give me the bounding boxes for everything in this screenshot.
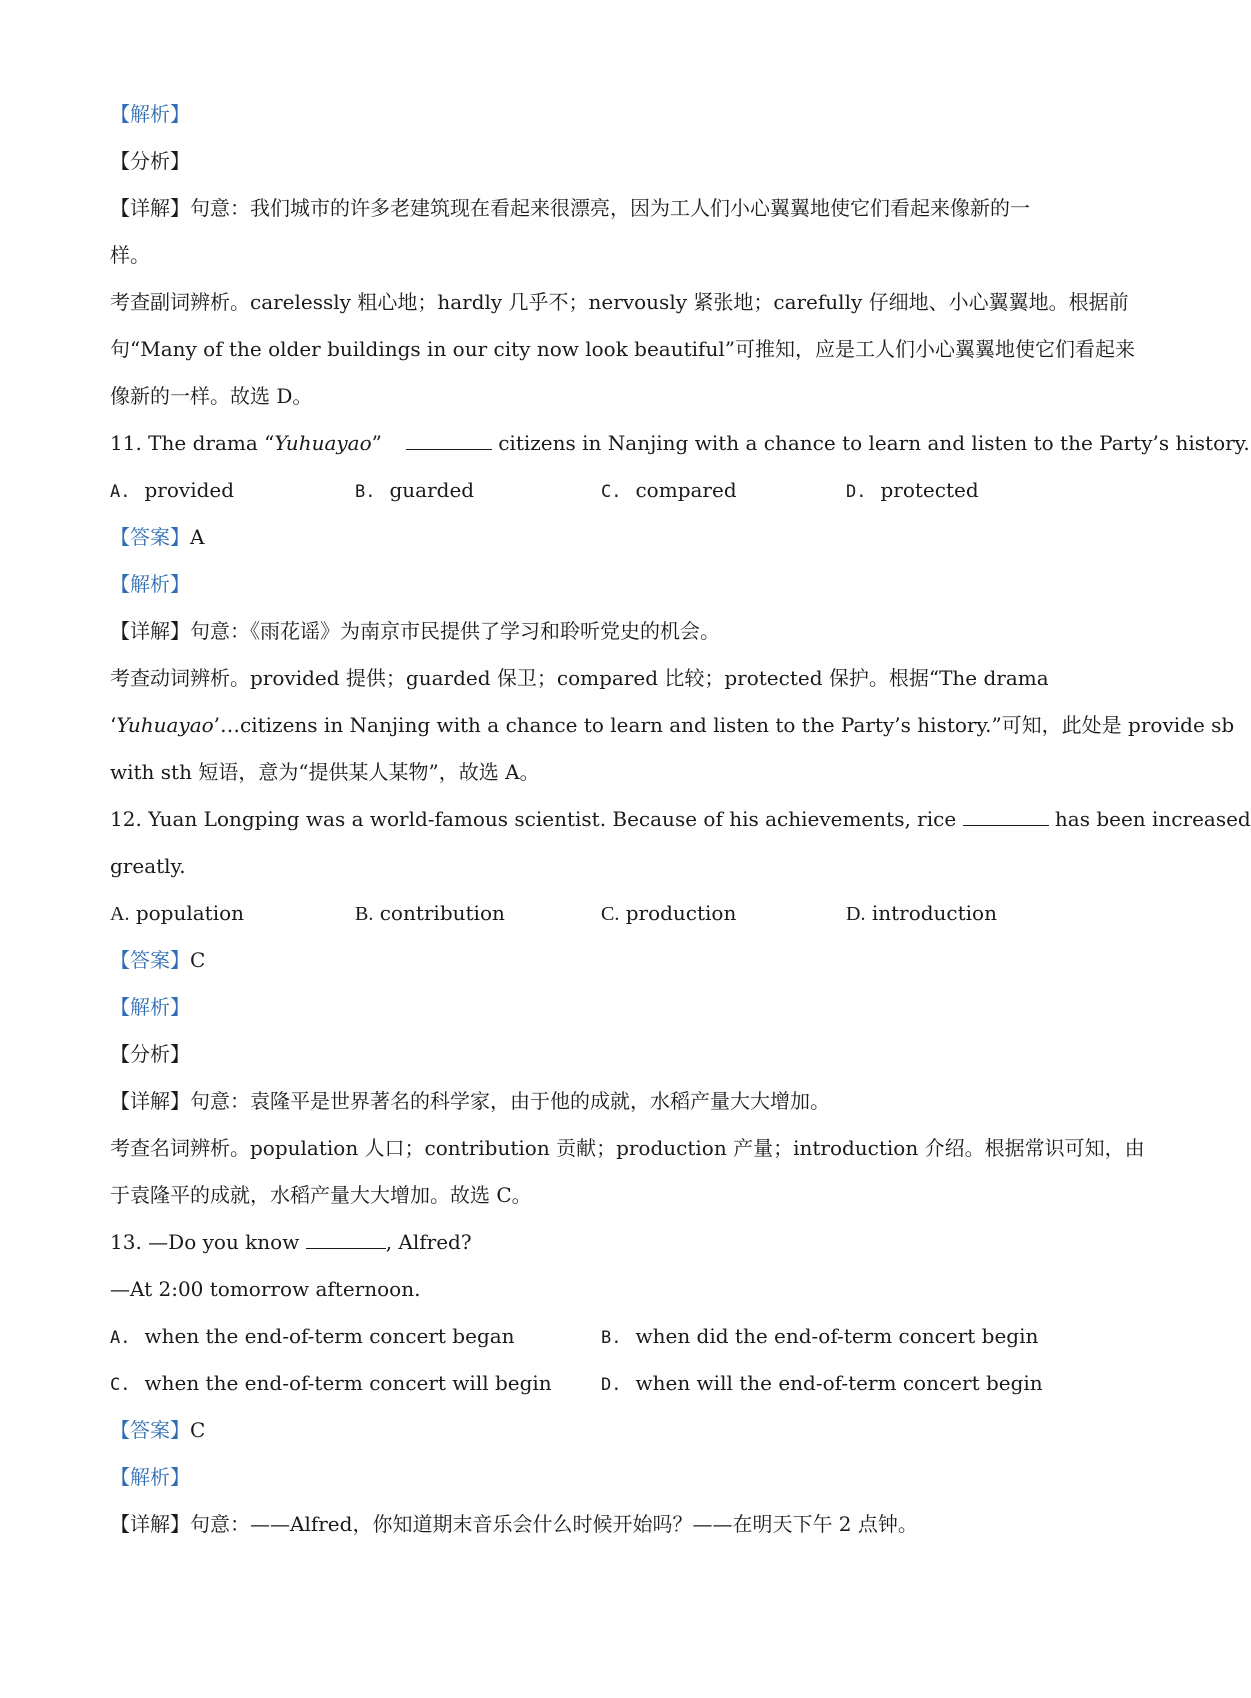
q12-option-b (355, 899, 505, 928)
option-text: production (625, 901, 737, 925)
q11-analysis-part: ‘ (110, 713, 117, 737)
option-text: guarded (389, 478, 475, 502)
q12-xiangjie (110, 1087, 1100, 1115)
q13-stem (110, 1228, 1100, 1256)
xiangjie-label: 【详解】 (110, 1089, 190, 1113)
q11-option-c (601, 476, 737, 506)
option-text: population (135, 901, 245, 925)
q13-stem-part: , Alfred? (385, 1230, 472, 1254)
q11-xiangjie-text: 句意：《雨花谣》为南京市民提供了学习和聆听党史的机会。 (190, 619, 720, 643)
q11-analysis-3: with sth 短语，意为“提供某人某物”，故选 A。 (110, 760, 540, 784)
option-letter: C. (110, 1375, 131, 1395)
q11-analysis-part: ’…citizens in Nanjing with a chance to learn and listen to the Party’s history.”可知，此处是 provide sb (213, 713, 1235, 737)
option-letter: A. (110, 903, 130, 925)
option-letter: A. (110, 1328, 131, 1348)
q10-xiangjie (110, 194, 1100, 222)
xiangjie-label: 【详解】 (110, 1512, 190, 1536)
q11-analysis-title: Yuhuayao (116, 713, 214, 737)
q11-option-a (110, 476, 234, 506)
option-letter: C. (601, 482, 622, 502)
jiexi-label: 【解析】 (110, 572, 190, 596)
q10-xiangjie-text: 句意：我们城市的许多老建筑现在看起来很漂亮，因为工人们小心翼翼地使它们看起来像新的一 (190, 196, 1030, 220)
q10-analysis-3: 像新的一样。故选 D。 (110, 384, 313, 408)
q13-reply: —At 2:00 tomorrow afternoon. (110, 1277, 421, 1301)
q11-option-b (355, 476, 474, 506)
fenxi-label: 【分析】 (110, 149, 190, 173)
q13-option-c (110, 1369, 552, 1399)
q12-stem-part: has been increased (1048, 807, 1251, 831)
option-text: compared (635, 478, 737, 502)
q11-stem-part: 11. The drama “ (110, 431, 275, 455)
q12-xiangjie-text: 句意：袁隆平是世界著名的科学家，由于他的成就，水稻产量大大增加。 (190, 1089, 830, 1113)
q12-option-d (846, 899, 997, 928)
q12-answer (110, 946, 1100, 974)
q12-stem-cont: greatly. (110, 854, 186, 878)
option-letter: C. (601, 903, 620, 925)
option-text: introduction (871, 901, 997, 925)
q11-stem-part: citizens in Nanjing with a chance to learn and listen to the Party’s history. (491, 431, 1250, 455)
daan-label: 【答案】 (110, 525, 190, 549)
option-text: when the end-of-term concert began (144, 1324, 515, 1348)
daan-label: 【答案】 (110, 948, 190, 972)
q11-analysis-2 (110, 711, 1235, 739)
option-text: protected (880, 478, 979, 502)
option-text: contribution (379, 901, 505, 925)
option-text: provided (144, 478, 235, 502)
q11-answer-value: A (190, 525, 205, 549)
option-text: when did the end-of-term concert begin (635, 1324, 1039, 1348)
q11-option-d (846, 476, 979, 506)
q13-answer-blank (306, 1228, 386, 1249)
q13-answer (110, 1416, 1100, 1444)
q13-xiangjie (110, 1510, 1100, 1538)
q13-stem-part: 13. —Do you know (110, 1230, 306, 1254)
q13-option-b (601, 1322, 1038, 1352)
jiexi-label: 【解析】 (110, 995, 190, 1019)
q12-stem-part: 12. Yuan Longping was a world-famous scientist. Because of his achievements, rice (110, 807, 963, 831)
q12-answer-value: C (190, 948, 206, 972)
q11-answer-blank (406, 429, 492, 450)
jiexi-label: 【解析】 (110, 102, 190, 126)
q12-analysis-2: 于袁隆平的成就，水稻产量大大增加。故选 C。 (110, 1183, 532, 1207)
option-letter: D. (846, 903, 866, 925)
q11-stem-part: ” (371, 431, 382, 455)
option-letter: B. (355, 903, 374, 925)
option-text: when the end-of-term concert will begin (144, 1371, 552, 1395)
q12-analysis-1: 考查名词辨析。population 人口；contribution 贡献；production 产量；introduction 介绍。根据常识可知，由 (110, 1136, 1145, 1160)
q10-xiangjie-cont: 样。 (110, 243, 150, 267)
option-letter: B. (355, 482, 376, 502)
daan-label: 【答案】 (110, 1418, 190, 1442)
q10-analysis-2: 句“Many of the older buildings in our city now look beautiful”可推知，应是工人们小心翼翼地使它们看起来 (110, 337, 1135, 361)
q10-analysis-1: 考查副词辨析。carelessly 粗心地；hardly 几乎不；nervously 紧张地；carefully 仔细地、小心翼翼地。根据前 (110, 290, 1129, 314)
xiangjie-label: 【详解】 (110, 196, 190, 220)
fenxi-label: 【分析】 (110, 1042, 190, 1066)
q11-stem-title: Yuhuayao (274, 431, 372, 455)
q13-option-d (601, 1369, 1043, 1399)
option-letter: A. (110, 482, 131, 502)
option-text: when will the end-of-term concert begin (635, 1371, 1043, 1395)
option-letter: D. (601, 1375, 622, 1395)
q12-stem (110, 805, 1251, 833)
xiangjie-label: 【详解】 (110, 619, 190, 643)
q11-xiangjie (110, 617, 1100, 645)
q13-answer-value: C (190, 1418, 206, 1442)
q12-answer-blank (963, 805, 1049, 826)
q11-analysis-1: 考查动词辨析。provided 提供；guarded 保卫；compared 比较；protected 保护。根据“The drama (110, 666, 1049, 690)
q12-option-a (110, 899, 244, 928)
q12-option-c (601, 899, 736, 928)
q11-answer (110, 523, 1100, 551)
jiexi-label: 【解析】 (110, 1465, 190, 1489)
q13-xiangjie-text: 句意：——Alfred，你知道期末音乐会什么时候开始吗？——在明天下午 2 点钟。 (190, 1512, 918, 1536)
q11-stem (110, 429, 1250, 457)
q13-option-a (110, 1322, 515, 1352)
option-letter: D. (846, 482, 867, 502)
option-letter: B. (601, 1328, 622, 1348)
